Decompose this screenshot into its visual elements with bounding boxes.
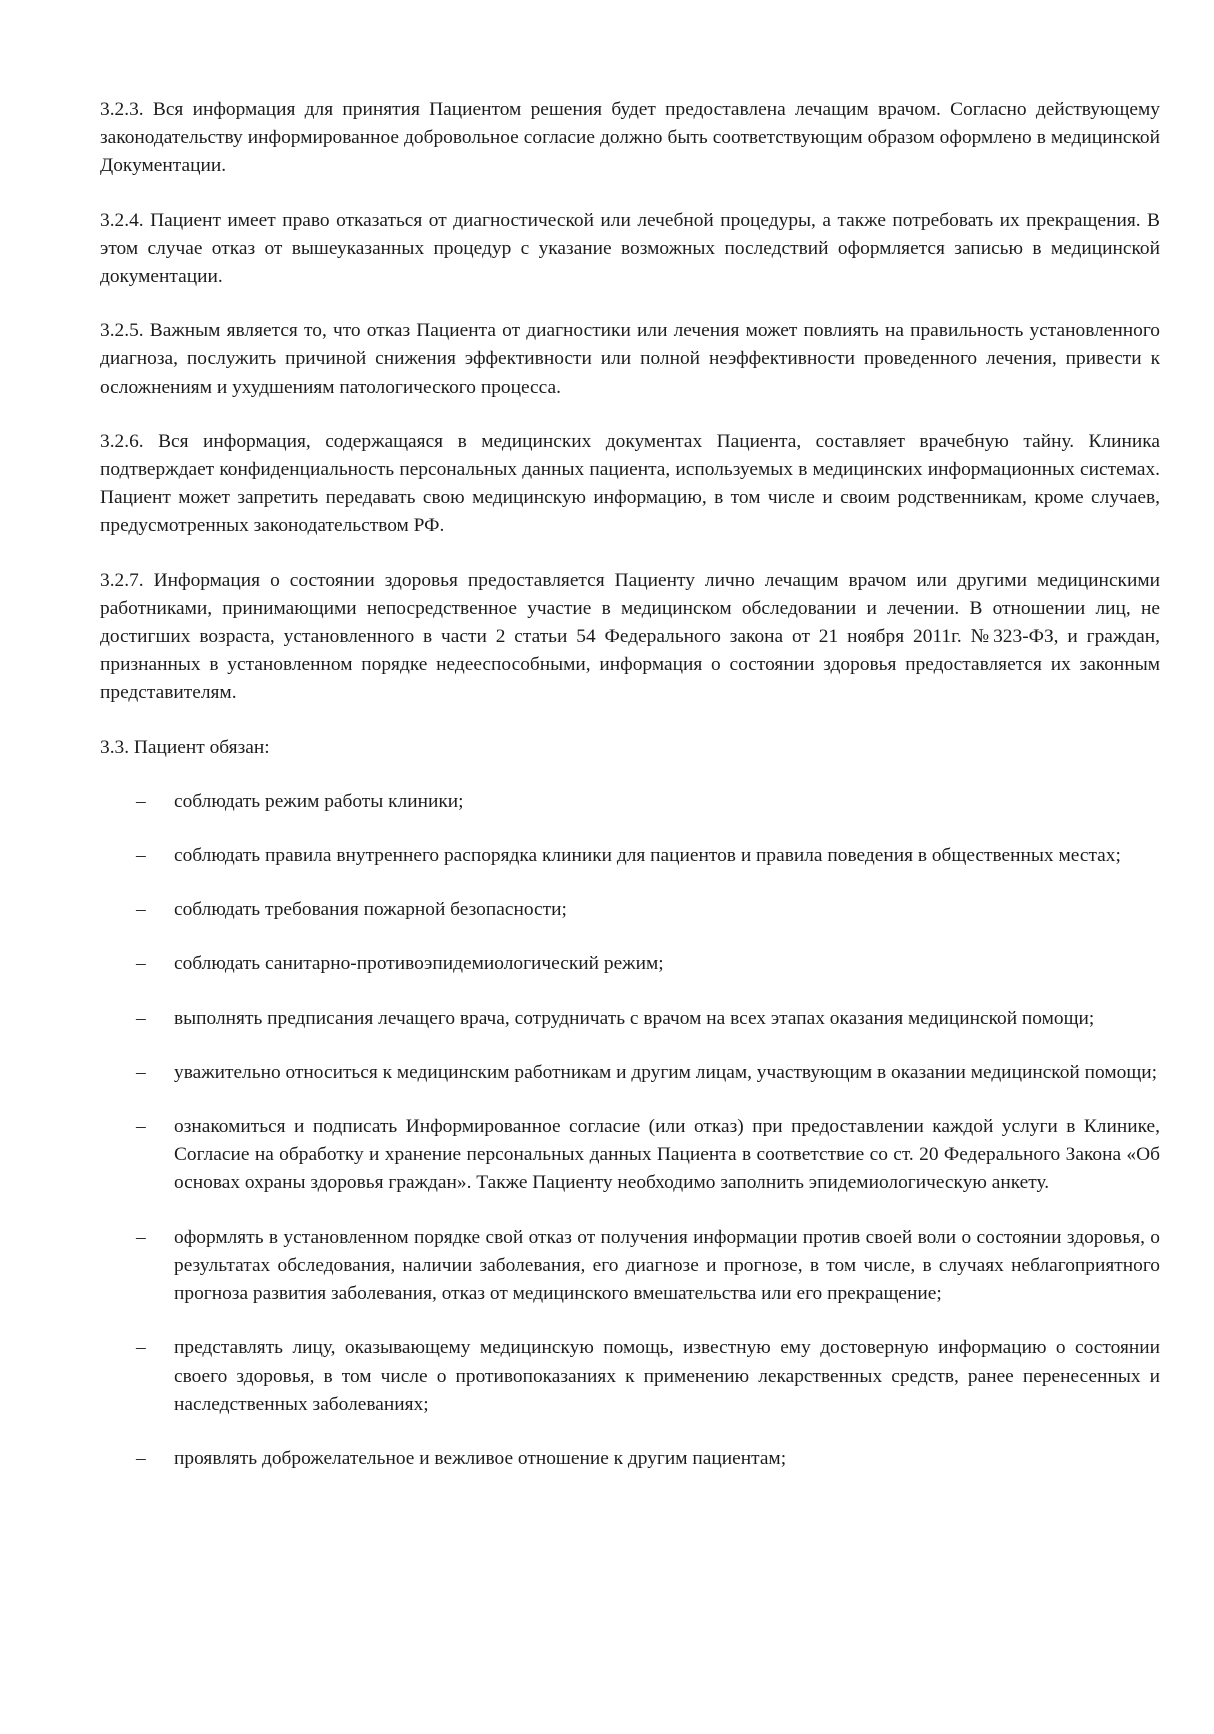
paragraph-3-2-5: 3.2.5. Важным является то, что отказ Пациента от диагностики или лечения может повлиять на правильность установленного диагноза, послужить причиной снижения эффективности или полной неэффективности проведенного лечения, привести к осложнениям и ухудшениям патологического процесса. bbox=[100, 320, 1160, 398]
dash-bullet: – bbox=[136, 1007, 146, 1029]
list-item-text: уважительно относиться к медицинским работникам и другим лицам, участвующим в оказании медицинской помощи; bbox=[174, 1061, 1158, 1083]
list-item-text: ознакомиться и подписать Информированное согласие (или отказ) при предоставлении каждой услуги в Клинике, Согласие на обработку и хранение персональных данных Пациента в соответствие со ст. 20 Федерального Закона «Об основах охраны здоровья граждан». Также Пациенту необходимо заполнить эпидемиологическую анкету. bbox=[174, 1116, 1160, 1194]
list-item bbox=[100, 1445, 1160, 1473]
list-item-text: представлять лицу, оказывающему медицинскую помощь, известную ему достоверную информацию о состоянии своего здоровья, в том числе о противопоказаниях к применению лекарственных средств, ранее перенесенных и наследственных заболеваниях; bbox=[174, 1337, 1160, 1415]
list-item-text: соблюдать правила внутреннего распорядка клиники для пациентов и правила поведения в общественных местах; bbox=[174, 845, 1121, 867]
list-item bbox=[100, 1005, 1160, 1033]
list-item bbox=[100, 950, 1160, 978]
dash-bullet: – bbox=[136, 899, 146, 921]
list-item bbox=[100, 842, 1160, 870]
dash-bullet: – bbox=[136, 1337, 146, 1359]
duties-list bbox=[100, 788, 1160, 1473]
list-item bbox=[100, 896, 1160, 924]
list-item bbox=[100, 1059, 1160, 1087]
document-page bbox=[100, 96, 1160, 1499]
dash-bullet: – bbox=[136, 1116, 146, 1138]
paragraph-3-2-6: 3.2.6. Вся информация, содержащаяся в медицинских документах Пациента, составляет врачебную тайну. Клиника подтверждает конфиденциальность персональных данных пациента, используемых в медицинских информационных системах. Пациент может запретить передавать свою медицинскую информацию, в том числе и своим родственникам, кроме случаев, предусмотренных законодательством РФ. bbox=[100, 430, 1160, 537]
list-item bbox=[100, 1334, 1160, 1419]
list-item-text: соблюдать санитарно-противоэпидемиологический режим; bbox=[174, 953, 664, 975]
paragraph-3-2-3: 3.2.3. Вся информация для принятия Пациентом решения будет предоставлена лечащим врачом. Согласно действующему законодательству информированное добровольное согласие должно быть соответствующим образом оформлено в медицинской Документации. bbox=[100, 99, 1160, 177]
list-item-text: оформлять в установленном порядке свой отказ от получения информации против своей воли о состоянии здоровья, о результатах обследования, наличии заболевания, его диагнозе и прогнозе, в том числе, в случаях неблагоприятного прогноза развития заболевания, отказ от медицинского вмешательства или его прекращение; bbox=[174, 1226, 1160, 1305]
list-item bbox=[100, 1224, 1160, 1309]
list-item-text: проявлять доброжелательное и вежливое отношение к другим пациентам; bbox=[174, 1447, 787, 1469]
list-item bbox=[100, 1113, 1160, 1198]
list-item-text: выполнять предписания лечащего врача, сотрудничать с врачом на всех этапах оказания медицинской помощи; bbox=[174, 1007, 1095, 1029]
dash-bullet: – bbox=[136, 1226, 146, 1248]
list-item bbox=[100, 788, 1160, 816]
dash-bullet: – bbox=[136, 1447, 146, 1469]
dash-bullet: – bbox=[136, 1061, 146, 1083]
paragraph-3-2-7: 3.2.7. Информация о состоянии здоровья предоставляется Пациенту лично лечащим врачом или другими медицинскими работниками, принимающими непосредственное участие в медицинском обследовании и лечении. В отношении лиц, не достигших возраста, установленного в части 2 статьи 54 Федерального закона от 21 ноября 2011г. №323-ФЗ, и граждан, признанных в установленном порядке недееспособными, информация о состоянии здоровья предоставляется их законным представителям. bbox=[100, 569, 1160, 704]
dash-bullet: – bbox=[136, 845, 146, 867]
list-item-text: соблюдать требования пожарной безопасности; bbox=[174, 899, 567, 921]
dash-bullet: – bbox=[136, 790, 146, 812]
dash-bullet: – bbox=[136, 953, 146, 975]
paragraph-3-2-4: 3.2.4. Пациент имеет право отказаться от диагностической или лечебной процедуры, а также потребовать их прекращения. В этом случае отказ от вышеуказанных процедур с указание возможных последствий оформляется записью в медицинской документации. bbox=[100, 209, 1160, 288]
section-heading-3-3: 3.3. Пациент обязан: bbox=[100, 736, 270, 758]
list-item-text: соблюдать режим работы клиники; bbox=[174, 790, 464, 812]
